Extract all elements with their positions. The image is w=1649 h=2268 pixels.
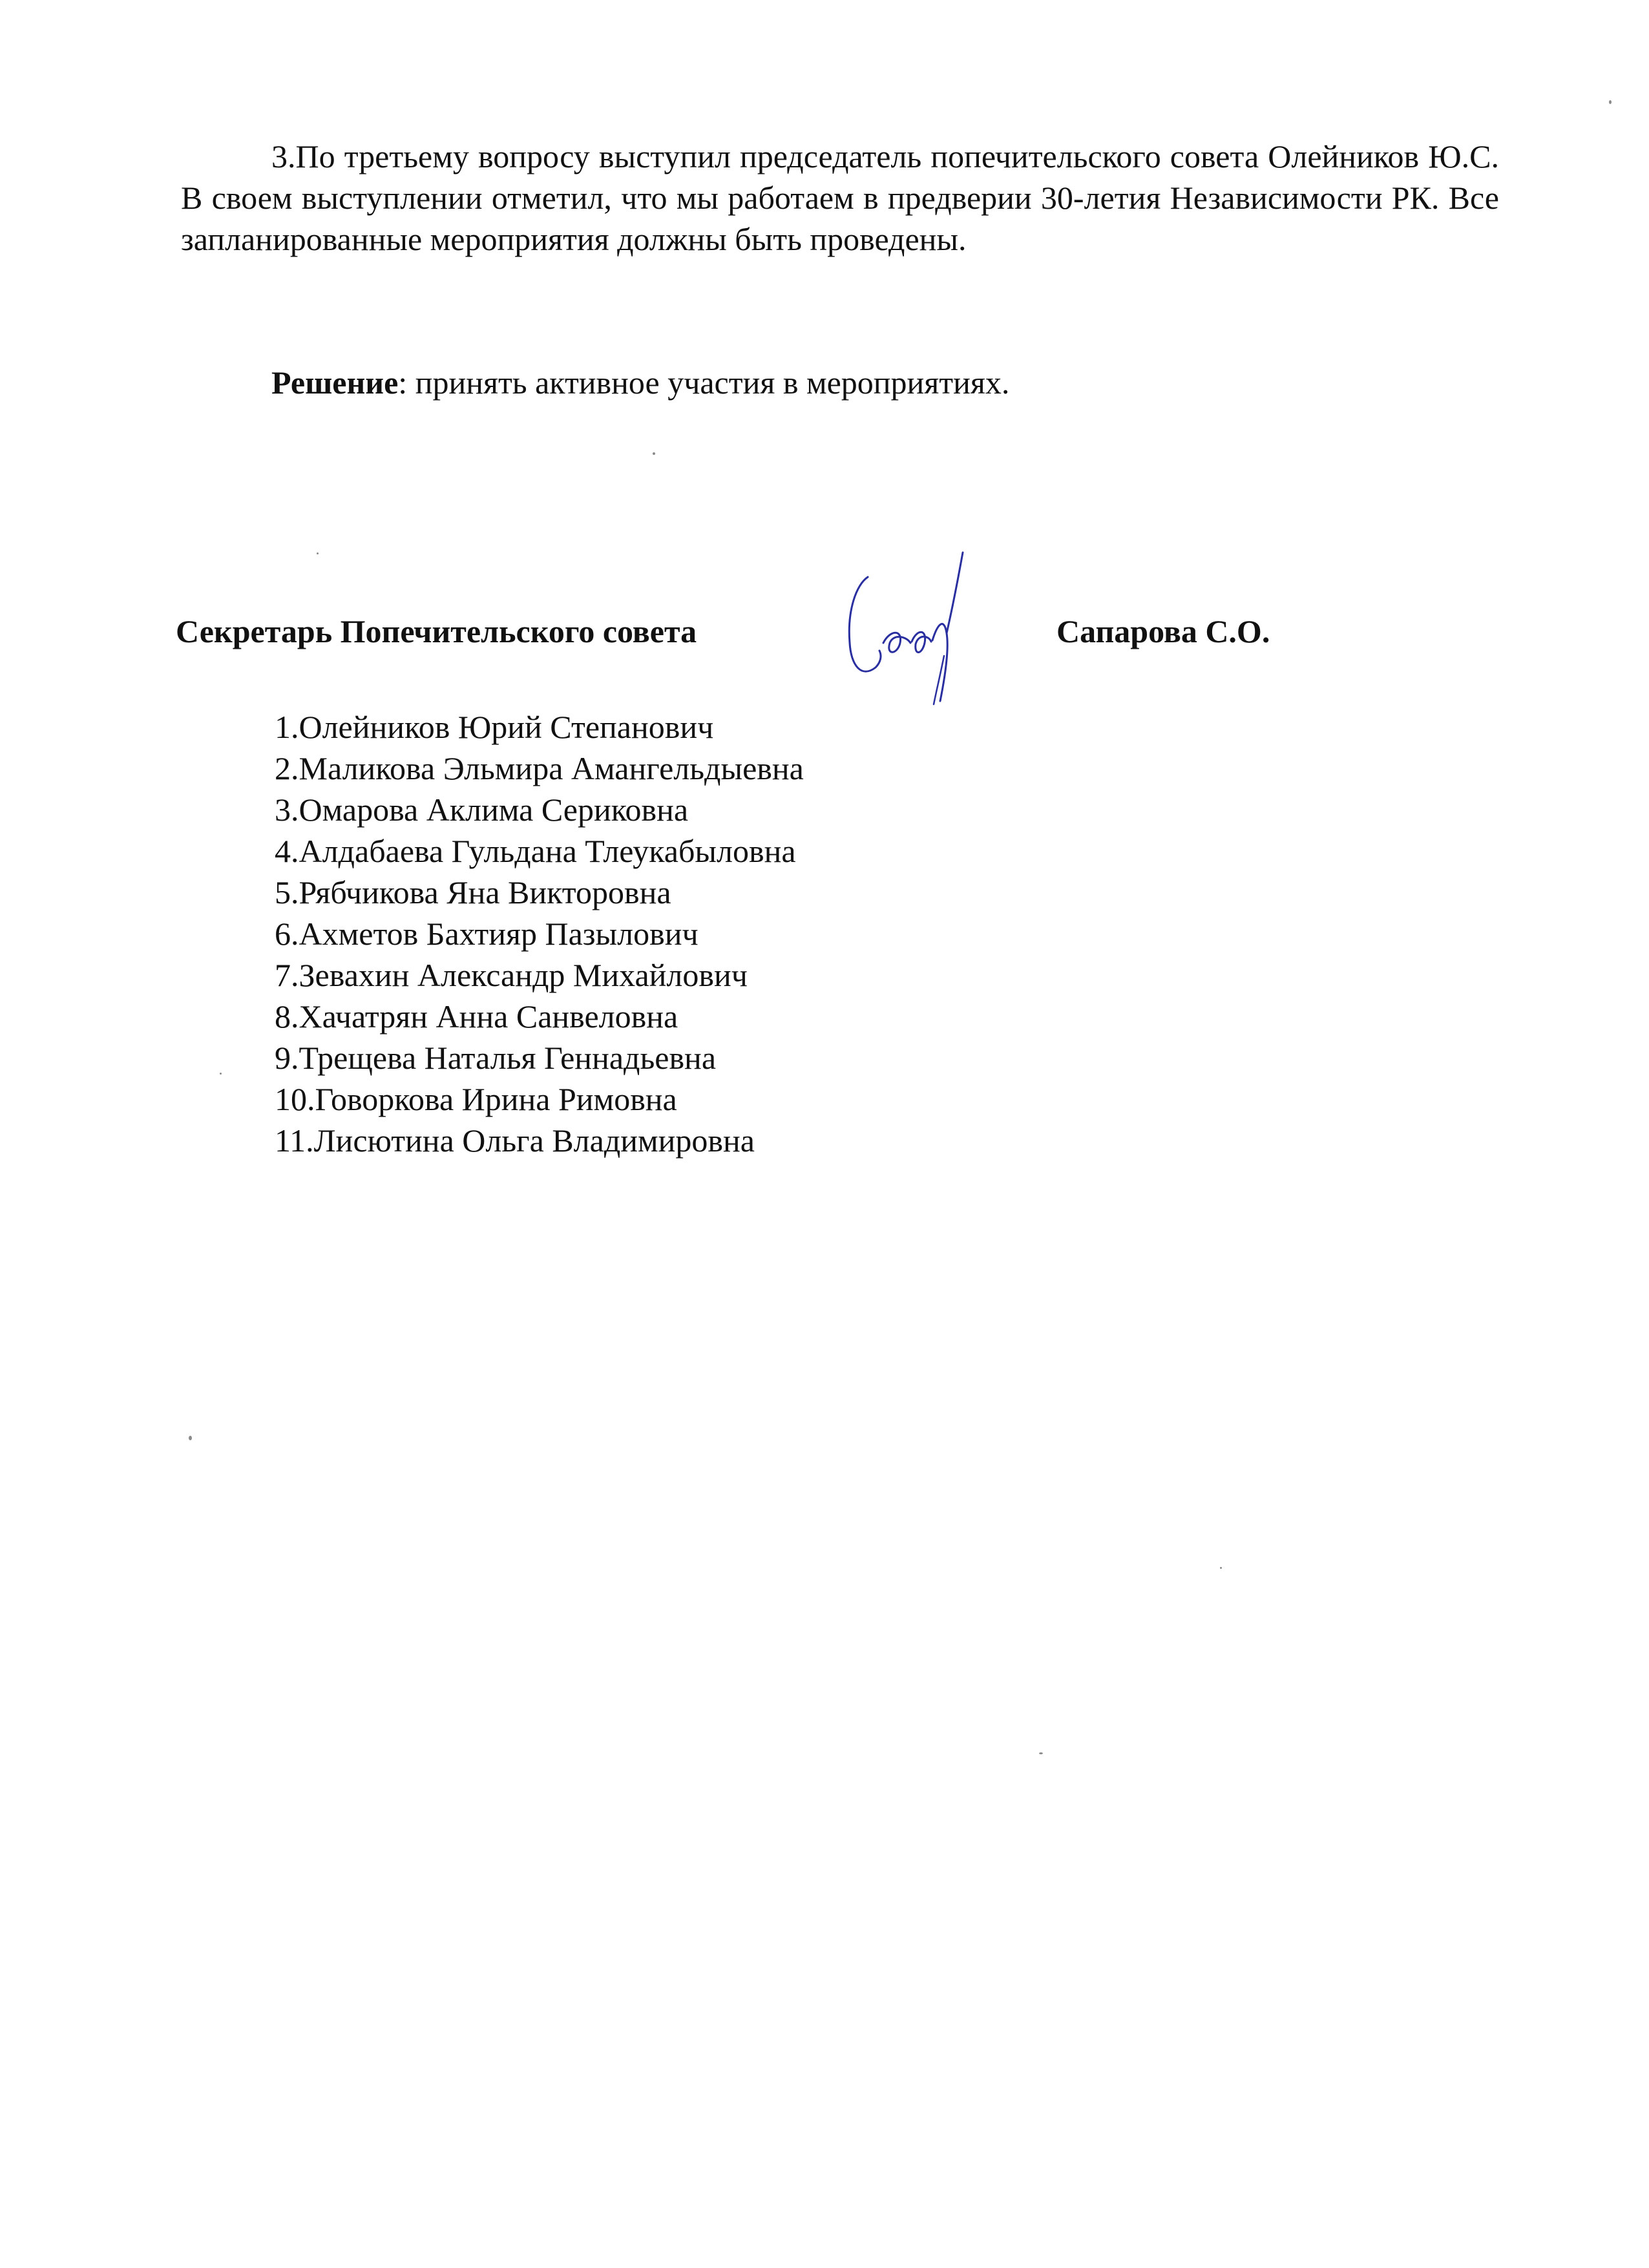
scan-speck: [317, 552, 319, 554]
decision-label: Решение: [271, 364, 399, 401]
member-item: 4.Алдабаева Гульдана Тлеукабыловна: [275, 833, 796, 869]
member-item: 3.Омарова Аклима Сериковна: [275, 792, 689, 828]
member-item: 6.Ахметов Бахтияр Пазылович: [275, 916, 698, 952]
scan-speck: [1220, 1567, 1222, 1569]
scan-speck: [1039, 1752, 1043, 1754]
decision-text: : принять активное участия в мероприятиях.: [398, 364, 1010, 401]
member-item: 9.Трещева Наталья Геннадьевна: [275, 1040, 717, 1076]
member-item: 2.Маликова Эльмира Амангельдыевна: [275, 750, 804, 786]
member-item: 7.Зевахин Александр Михайлович: [275, 957, 748, 993]
scan-speck: [653, 452, 655, 455]
handwritten-signature: [830, 546, 976, 711]
member-item: 10.Говоркова Ирина Римовна: [275, 1081, 677, 1117]
question-3-paragraph: 3.По третьему вопросу выступил председатель попечительского совета Олейников Ю.С. В своем выступлении отметил, что мы работаем в предверии 30-летия Независимости РК. Все запланированные мероприятия должны быть проведены.: [181, 138, 1499, 257]
member-item: 1.Олейников Юрий Степанович: [275, 709, 714, 745]
secretary-name: Сапарова С.О.: [1056, 613, 1270, 649]
signature-row: [0, 611, 1649, 656]
member-item: 8.Хачатрян Анна Санвеловна: [275, 998, 678, 1034]
decision-paragraph: [181, 362, 1499, 403]
member-item: 5.Рябчикова Яна Викторовна: [275, 874, 671, 910]
scan-speck: [220, 1073, 222, 1075]
members-list: [275, 706, 804, 1161]
member-item: 11.Лисютина Ольга Владимировна: [275, 1122, 755, 1159]
secretary-role: Секретарь Попечительского совета: [176, 613, 697, 649]
scan-speck: [189, 1436, 192, 1440]
scan-speck: [1609, 100, 1612, 104]
